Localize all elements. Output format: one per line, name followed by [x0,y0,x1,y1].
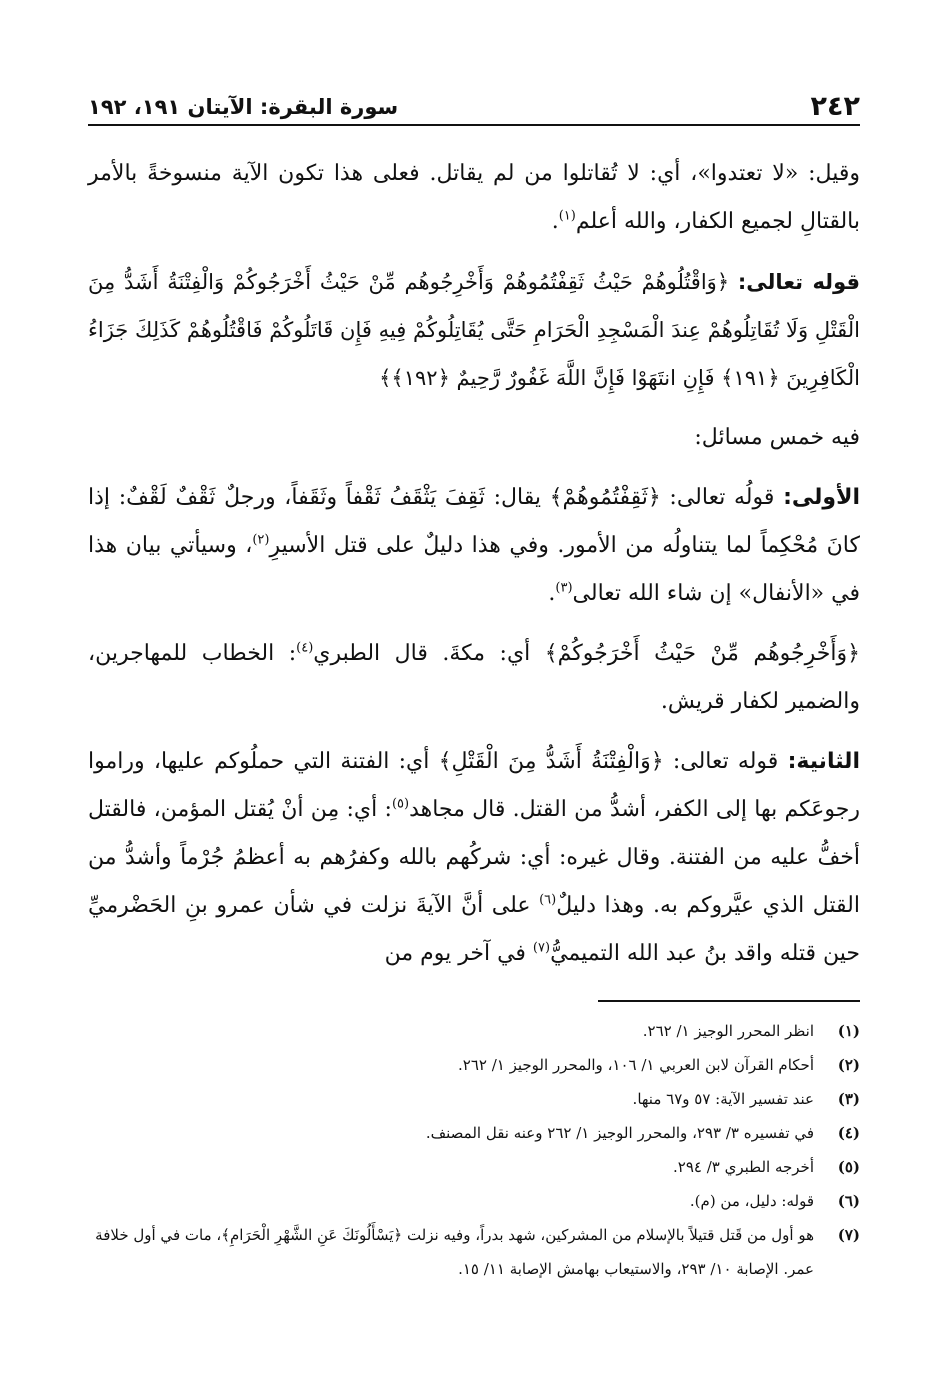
paragraph-first-issue: الأولى: قولُه تعالى: ﴿ثَقِفْتُمُوهُمْ﴾ يقال: ثَقِفَ يَثْقَفُ ثَقْفاً وثَقَفاً، ورجلٌ ثَقْفٌ لَقْفٌ: إذا كانَ مُحْكِماً لما يتناولُه من الأمور. وفي هذا دليلٌ على قتل الأسيرِ$^{(٢)}$، وسيأتي بيان هذا في «الأنفال» إن شاء الله تعالى$^{(٣)}$. [88,485,860,606]
footnote-ref: (٣) [555,580,573,596]
footnote-item [88,1150,860,1184]
footnote-text: أحكام القرآن لابن العربي ١/ ١٠٦، والمحرر الوجيز ١/ ٢٦٢. [458,1056,814,1074]
paragraph-issues: فيه خمس مسائل: [694,425,860,450]
footnote-ref: (٦) [539,892,557,908]
footnote-number: (٢) [837,1056,860,1074]
paragraph-expel: ﴿وَأَخْرِجُوهُم مِّنْ حَيْثُ أَخْرَجُوكُمْ﴾ أي: مكةَ. قال الطبري$^{(٤)}$: الخطاب للمهاجرين، والضمير لكفار قريش. [88,640,861,714]
footnote-rule [598,1000,860,1002]
footnote-text: انظر المحرر الوجيز ١/ ٢٦٢. [642,1022,814,1040]
footnote-ref: (٤) [296,640,314,656]
footnote-item [88,1048,860,1082]
footnote-item [88,1116,860,1150]
paragraph-1: وقيل: «لا تعتدوا»، أي: لا تُقاتلوا من لم يقاتل. فعلى هذا تكون الآية منسوخةً بالأمر بالقتالِ لجميع الكفار، والله أعلم$^{(١)}$. [88,161,860,234]
verse-lead: قوله تعالى: [737,270,860,294]
footnote-ref: (٢) [252,532,270,548]
quran-verse: ﴿وَاقْتُلُوهُمْ حَيْثُ ثَقِفْتُمُوهُمْ وَأَخْرِجُوهُم مِّنْ حَيْثُ أَخْرَجُوكُمْ وَالْفِتْنَةُ أَشَدُّ مِنَ الْقَتْلِ وَلَا تُقَاتِلُوهُمْ عِندَ الْمَسْجِدِ الْحَرَامِ حَتَّى يُقَاتِلُوكُمْ فِيهِ فَإِن قَاتَلُوكُمْ فَاقْتُلُوهُمْ كَذَلِكَ جَزَاءُ الْكَافِرِينَ ﴿١٩١﴾ فَإِنِ انتَهَوْا فَإِنَّ اللَّهَ غَفُورٌ رَّحِيمٌ ﴿١٩٢﴾﴾ [88,270,860,390]
footnote-ref: (٧) [532,940,551,956]
issue-heading-second: الثانية: [787,749,860,774]
running-title: سورة البقرة: الآيتان ١٩١، ١٩٢ [88,95,399,119]
main-text [88,150,860,990]
footnote-text: عند تفسير الآية: ٥٧ و٦٧ منها. [632,1090,814,1108]
verse-paragraph [88,258,860,402]
footnote-number: (٥) [837,1158,860,1176]
page-number: ٢٤٢ [810,91,860,122]
footnote-item [88,1014,860,1048]
footnote-ref: (٥) [391,796,410,812]
footnote-item [88,1218,860,1286]
footnote-number: (٧) [837,1226,860,1244]
footnote-number: (١) [837,1022,860,1040]
footnote-text: في تفسيره ٣/ ٢٩٣، والمحرر الوجيز ١/ ٢٦٢ وعنه نقل المصنف. [425,1124,814,1142]
footnote-ref: (١) [558,208,576,224]
paragraph-second-issue: الثانية: قوله تعالى: ﴿وَالْفِتْنَةُ أَشَدُّ مِنَ الْقَتْلِ﴾ أي: الفتنة التي حملُوكم عليها، وراموا رجوعَكم بها إلى الكفر، أشدُّ من القتل. قال مجاهد$^{(٥)}$: أي: مِن أنْ يُقتل المؤمن، فالقتل أخفُّ عليه من الفتنة. وقال غيره: أي: شركُهم بالله وكفرُهم به أعظمُ جُرْماً وأشدُّ من القتل الذي عيَّروكم به. وهذا دليلٌ$^{(٦)}$ على أنَّ الآيةَ نزلت في شأن عمرو بنِ الحَضْرميِّ حين قتله واقد بنُ عبد الله التميميُّ$^{(٧)}$ في آخر يوم من [88,749,860,966]
footnote-text: قوله: دليل، من (م). [689,1192,814,1210]
footnote-text: هو أول من قَتل قتيلاً بالإسلام من المشركين، شهد بدراً، وفيه نزلت ﴿يَسْأَلُونَكَ عَنِ الشَّهْرِ الْحَرَامِ﴾، مات في أول خلافة عمر. الإصابة ١٠/ ٢٩٣، والاستيعاب بهامش الإصابة ١١/ ١٥. [95,1226,814,1278]
footnote-item [88,1082,860,1116]
page-header [88,82,860,122]
footnote-number: (٤) [837,1124,860,1142]
footnote-number: (٦) [837,1192,860,1210]
footnote-number: (٣) [837,1090,860,1108]
footnotes [88,1014,860,1286]
header-rule [88,124,860,126]
footnote-item [88,1184,860,1218]
issue-heading-first: الأولى: [783,485,860,510]
footnote-text: أخرجه الطبري ٣/ ٢٩٤. [673,1158,814,1176]
